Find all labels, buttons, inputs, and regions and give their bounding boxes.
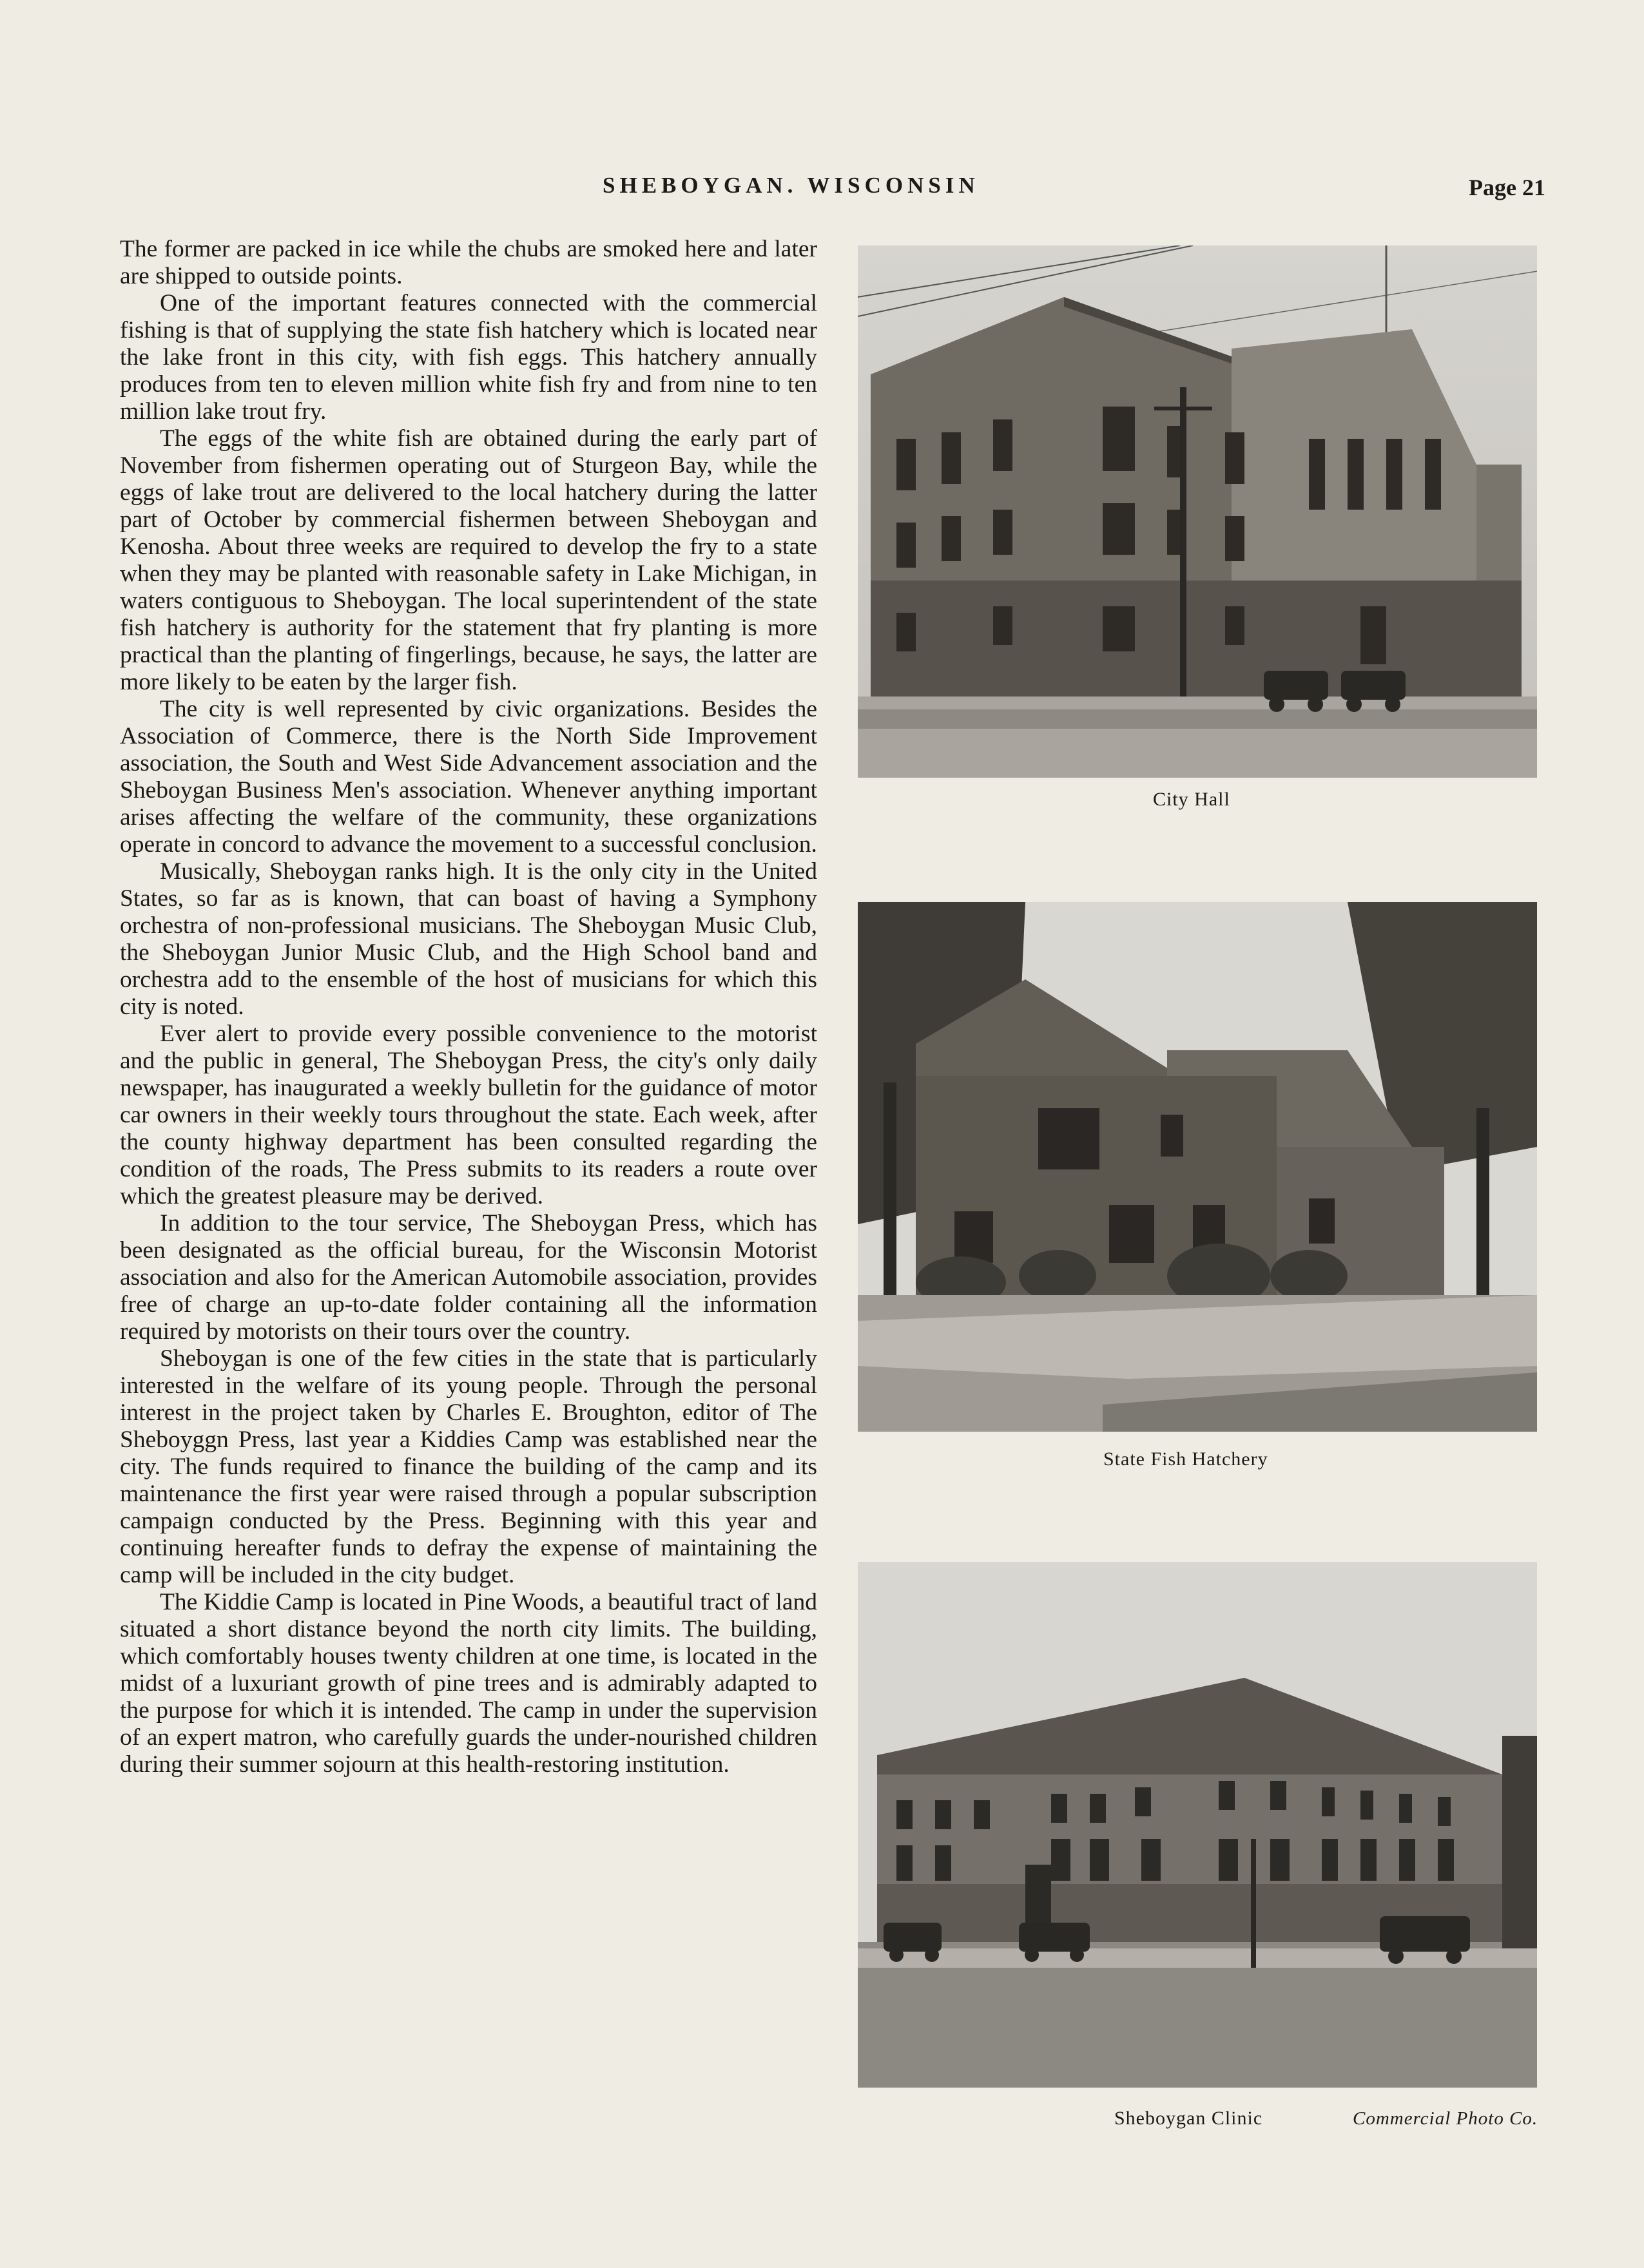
article-text-column xyxy=(120,236,817,1778)
photo-credit: Commercial Photo Co. xyxy=(1353,2108,1538,2129)
paragraph: Musically, Sheboygan ranks high. It is the only city in the United States, so far as is known, that can boast of having a Symphony orchestra of non-professional musicians. The Sheboygan Music Club, the Sheboygan Junior Music Club, and the High School band and orchestra add to the ensemble of the host of musicians for which this city is noted. xyxy=(120,858,817,1020)
paragraph: The Kiddie Camp is located in Pine Woods, a beautiful tract of land situated a short distance beyond the north city limits. The building, which comfortably houses twenty children at one time, is located in the midst of a luxuriant growth of pine trees and is admirably adapted to the purpose for which it is intended. The camp in under the supervision of an expert matron, who carefully guards the under-nourished children during their summer sojourn at this health-restoring institution. xyxy=(120,1589,817,1778)
fish-hatchery-illustration xyxy=(858,902,1537,1432)
city-hall-photo xyxy=(858,245,1537,778)
page-number: Page 21 xyxy=(1469,175,1545,200)
paragraph: The city is well represented by civic organizations. Besides the Association of Commerce, there is the North Side Improvement association, the South and West Side Advancement association and the Sheboygan Business Men's association. Whenever anything important arises affecting the welfare of the community, these organizations operate in concord to advance the movement to a successful conclusion. xyxy=(120,696,817,858)
paragraph: The former are packed in ice while the chubs are smoked here and later are shipped to outside points. xyxy=(120,236,817,289)
paragraph: The eggs of the white fish are obtained during the early part of November from fishermen operating out of Sturgeon Bay, while the eggs of lake trout are delivered to the local hatchery during the latter part of October by commercial fishermen between Sheboygan and Kenosha. About three weeks are required to develop the fry to a state when they may be planted with reasonable safety in Lake Michigan, in waters contiguous to Sheboygan. The local superintendent of the state fish hatchery is authority for the statement that fry planting is more practical than the planting of fingerlings, because, he says, the latter are more likely to be eaten by the larger fish. xyxy=(120,425,817,695)
city-hall-caption: City Hall xyxy=(1153,789,1230,810)
city-hall-illustration xyxy=(858,245,1537,778)
paragraph: One of the important features connected with the commercial fishing is that of supplying the state fish hatchery which is located near the lake front in this city, with fish eggs. This hatchery annually produces from ten to eleven million white fish fry and from nine to ten million lake trout fry. xyxy=(120,290,817,425)
state-fish-hatchery-caption: State Fish Hatchery xyxy=(1103,1448,1268,1470)
paragraph: In addition to the tour service, The Sheboygan Press, which has been designated as the official bureau, for the Wisconsin Motorist association and also for the American Automobile association, provides free of charge an up-to-date folder containing all the information required by motorists on their tours over the country. xyxy=(120,1210,817,1345)
page-header xyxy=(0,173,1644,205)
sheboygan-clinic-caption: Sheboygan Clinic xyxy=(1114,2108,1263,2129)
paragraph: Ever alert to provide every possible convenience to the motorist and the public in general, The Sheboygan Press, the city's only daily newspaper, has inaugurated a weekly bulletin for the guidance of motor car owners in their weekly tours throughout the state. Each week, after the county highway department has been consulted regarding the condition of the roads, The Press submits to its readers a route over which the greatest pleasure may be derived. xyxy=(120,1021,817,1209)
paragraph: Sheboygan is one of the few cities in the state that is particularly interested in the welfare of its young people. Through the personal interest in the project taken by Charles E. Broughton, editor of The Sheboyggn Press, last year a Kiddies Camp was established near the city. The funds required to finance the building of the camp and its maintenance the first year were raised through a popular subscription campaign conducted by the Press. Beginning with this year and continuing hereafter funds to defray the expense of maintaining the camp will be included in the city budget. xyxy=(120,1345,817,1588)
running-title: SHEBOYGAN. WISCONSIN xyxy=(603,173,980,198)
clinic-illustration xyxy=(858,1562,1537,2088)
state-fish-hatchery-photo xyxy=(858,902,1537,1432)
sheboygan-clinic-photo xyxy=(858,1562,1537,2088)
